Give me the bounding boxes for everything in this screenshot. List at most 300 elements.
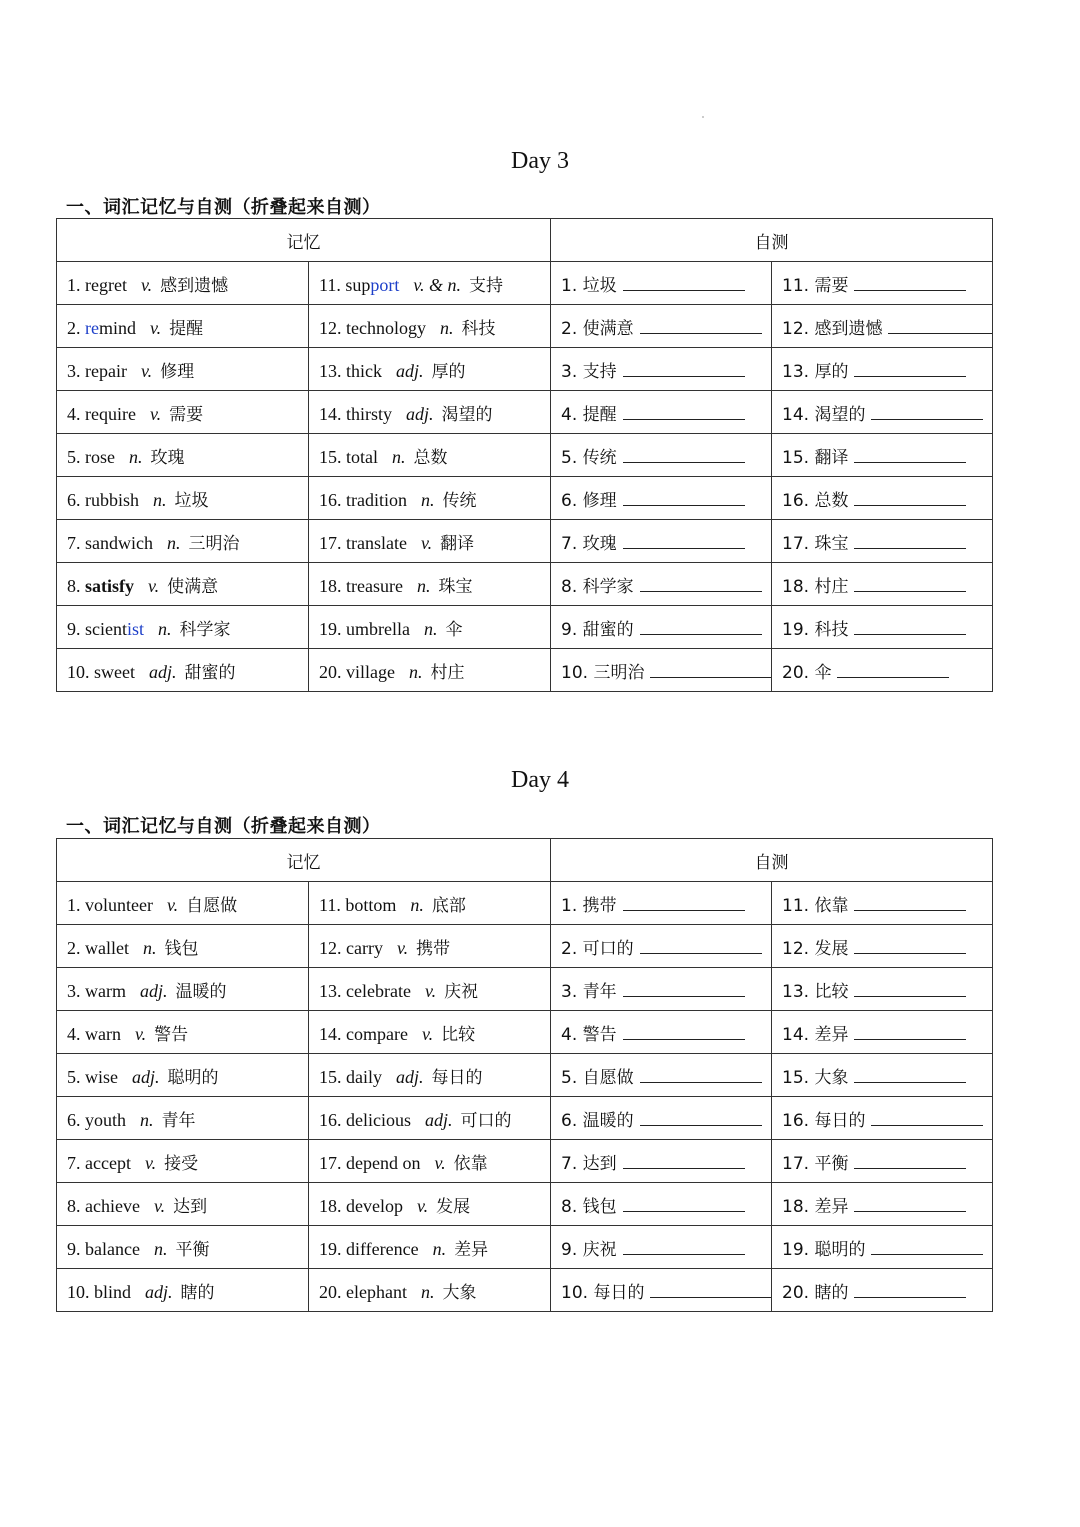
answer-blank[interactable] bbox=[640, 618, 762, 635]
memory-cell bbox=[309, 520, 551, 563]
test-prompt: 15. 大象 bbox=[782, 1067, 849, 1088]
answer-blank[interactable] bbox=[854, 1066, 966, 1083]
part-of-speech: adj. bbox=[425, 1109, 453, 1130]
table-row bbox=[57, 882, 993, 925]
table-row bbox=[57, 968, 993, 1011]
answer-blank[interactable] bbox=[854, 894, 966, 911]
memory-cell bbox=[57, 477, 309, 520]
part-of-speech: n. bbox=[432, 1238, 447, 1259]
meaning: 垃圾 bbox=[174, 490, 209, 511]
answer-blank[interactable] bbox=[623, 894, 745, 911]
memory-cell bbox=[309, 477, 551, 520]
part-of-speech: n. bbox=[140, 1109, 154, 1130]
test-cell bbox=[551, 563, 772, 606]
answer-blank[interactable] bbox=[854, 575, 966, 592]
word: 6. youth bbox=[67, 1109, 127, 1130]
word: 16. delicious bbox=[319, 1109, 411, 1130]
answer-blank[interactable] bbox=[623, 532, 745, 549]
meaning: 瞎的 bbox=[180, 1282, 215, 1303]
test-cell bbox=[551, 348, 772, 391]
test-prompt: 4. 提醒 bbox=[561, 404, 617, 425]
word: 6. rubbish bbox=[67, 489, 139, 510]
test-cell bbox=[551, 477, 772, 520]
test-prompt: 14. 差异 bbox=[782, 1024, 849, 1045]
meaning: 使满意 bbox=[167, 576, 219, 597]
part-of-speech: n. bbox=[153, 1238, 168, 1259]
table-row bbox=[57, 1054, 993, 1097]
test-prompt: 16. 总数 bbox=[782, 490, 849, 511]
part-of-speech: n. bbox=[421, 489, 435, 510]
meaning: 甜蜜的 bbox=[184, 662, 236, 683]
memory-cell bbox=[57, 1269, 309, 1312]
meaning: 聪明的 bbox=[167, 1067, 219, 1088]
test-prompt: 3. 青年 bbox=[561, 981, 617, 1002]
vocab-table-day4 bbox=[56, 838, 993, 1312]
memory-cell bbox=[57, 262, 309, 305]
answer-blank[interactable] bbox=[854, 1281, 966, 1298]
meaning: 钱包 bbox=[164, 938, 199, 959]
meaning: 三明治 bbox=[188, 533, 240, 554]
test-prompt: 9. 庆祝 bbox=[561, 1239, 617, 1260]
meaning: 青年 bbox=[161, 1110, 196, 1131]
word-tail: mind bbox=[98, 317, 136, 338]
test-cell bbox=[772, 434, 993, 477]
test-cell bbox=[772, 649, 993, 692]
test-cell bbox=[551, 1226, 772, 1269]
memory-cell bbox=[309, 348, 551, 391]
memory-header: 记忆 bbox=[57, 219, 551, 262]
word: 7. sandwich bbox=[67, 532, 153, 553]
table-row bbox=[57, 520, 993, 563]
answer-blank[interactable] bbox=[623, 446, 745, 463]
part-of-speech: n. bbox=[423, 618, 438, 639]
answer-blank[interactable] bbox=[650, 661, 771, 678]
stray-dot bbox=[702, 116, 704, 118]
part-of-speech: v. bbox=[166, 894, 179, 915]
meaning: 温暖的 bbox=[175, 981, 227, 1002]
test-cell bbox=[772, 262, 993, 305]
word-highlight: port bbox=[370, 274, 400, 295]
memory-cell bbox=[57, 563, 309, 606]
answer-blank[interactable] bbox=[623, 1238, 745, 1255]
table-row bbox=[57, 391, 993, 434]
test-cell bbox=[551, 1140, 772, 1183]
meaning: 庆祝 bbox=[444, 981, 479, 1002]
word: 2. bbox=[67, 317, 85, 338]
test-cell bbox=[772, 477, 993, 520]
part-of-speech: adj. bbox=[406, 403, 434, 424]
word: 7. accept bbox=[67, 1152, 131, 1173]
test-prompt: 9. 甜蜜的 bbox=[561, 619, 634, 640]
memory-cell bbox=[57, 520, 309, 563]
meaning: 发展 bbox=[436, 1196, 471, 1217]
memory-cell bbox=[57, 348, 309, 391]
test-cell bbox=[772, 520, 993, 563]
meaning: 传统 bbox=[442, 490, 477, 511]
test-cell bbox=[772, 1011, 993, 1054]
word: 14. thirsty bbox=[319, 403, 393, 424]
part-of-speech: n. bbox=[410, 894, 424, 915]
part-of-speech: v. bbox=[140, 274, 153, 295]
test-cell bbox=[772, 391, 993, 434]
word: 8. bbox=[67, 575, 85, 596]
meaning: 自愿做 bbox=[186, 895, 238, 916]
memory-cell bbox=[309, 649, 551, 692]
part-of-speech: n. bbox=[416, 575, 431, 596]
test-prompt: 12. 感到遗憾 bbox=[782, 318, 883, 339]
meaning: 警告 bbox=[154, 1024, 189, 1045]
memory-header: 记忆 bbox=[57, 839, 551, 882]
test-prompt: 8. 钱包 bbox=[561, 1196, 617, 1217]
test-prompt: 19. 聪明的 bbox=[782, 1239, 866, 1260]
answer-blank[interactable] bbox=[854, 360, 966, 377]
answer-blank[interactable] bbox=[650, 1281, 771, 1298]
part-of-speech: v. & n. bbox=[413, 274, 461, 295]
word: 2. wallet bbox=[67, 937, 129, 958]
meaning: 总数 bbox=[413, 447, 448, 468]
test-cell bbox=[551, 262, 772, 305]
memory-cell bbox=[57, 968, 309, 1011]
table-row bbox=[57, 477, 993, 520]
test-cell bbox=[772, 1140, 993, 1183]
meaning: 接受 bbox=[164, 1153, 199, 1174]
test-cell bbox=[551, 1097, 772, 1140]
word: 17. translate bbox=[319, 532, 407, 553]
answer-blank[interactable] bbox=[854, 1023, 966, 1040]
meaning: 底部 bbox=[431, 895, 466, 916]
word: 10. sweet bbox=[67, 661, 135, 682]
meaning: 修理 bbox=[160, 361, 195, 382]
word-highlight: ist bbox=[127, 618, 145, 639]
memory-cell bbox=[309, 968, 551, 1011]
memory-cell bbox=[309, 925, 551, 968]
part-of-speech: v. bbox=[153, 1195, 166, 1216]
memory-cell bbox=[309, 563, 551, 606]
part-of-speech: v. bbox=[420, 532, 433, 553]
answer-blank[interactable] bbox=[854, 937, 966, 954]
test-prompt: 17. 平衡 bbox=[782, 1153, 849, 1174]
answer-blank[interactable] bbox=[854, 1195, 966, 1212]
table-row bbox=[57, 348, 993, 391]
memory-cell bbox=[57, 434, 309, 477]
word: 18. treasure bbox=[319, 575, 403, 596]
memory-cell bbox=[309, 1011, 551, 1054]
answer-blank[interactable] bbox=[837, 661, 949, 678]
meaning: 大象 bbox=[442, 1282, 477, 1303]
part-of-speech: adj. bbox=[132, 1066, 160, 1087]
word: 17. depend on bbox=[319, 1152, 421, 1173]
day-title: Day 3 bbox=[511, 148, 569, 174]
part-of-speech: n. bbox=[142, 937, 157, 958]
test-cell bbox=[551, 520, 772, 563]
test-prompt: 1. 携带 bbox=[561, 895, 617, 916]
word: 10. blind bbox=[67, 1281, 132, 1302]
word: 11. sup bbox=[319, 274, 371, 295]
test-prompt: 4. 警告 bbox=[561, 1024, 617, 1045]
test-cell bbox=[772, 1097, 993, 1140]
meaning: 村庄 bbox=[430, 662, 465, 683]
part-of-speech: adj. bbox=[139, 980, 168, 1001]
word: 13. celebrate bbox=[319, 980, 411, 1001]
meaning: 依靠 bbox=[453, 1153, 488, 1174]
part-of-speech: n. bbox=[153, 489, 167, 510]
test-prompt: 6. 修理 bbox=[561, 490, 617, 511]
test-cell bbox=[551, 1011, 772, 1054]
test-cell bbox=[551, 1054, 772, 1097]
word: 13. thick bbox=[319, 360, 382, 381]
part-of-speech: v. bbox=[149, 403, 162, 424]
meaning: 玫瑰 bbox=[150, 447, 185, 468]
part-of-speech: n. bbox=[392, 446, 406, 467]
part-of-speech: adj. bbox=[145, 1281, 173, 1302]
part-of-speech: v. bbox=[416, 1195, 429, 1216]
word: 9. scient bbox=[67, 618, 127, 639]
test-cell bbox=[772, 968, 993, 1011]
test-cell bbox=[551, 606, 772, 649]
meaning: 达到 bbox=[173, 1196, 208, 1217]
memory-cell bbox=[57, 649, 309, 692]
table-row bbox=[57, 606, 993, 649]
answer-blank[interactable] bbox=[871, 1238, 983, 1255]
test-cell bbox=[772, 348, 993, 391]
answer-blank[interactable] bbox=[623, 1195, 745, 1212]
word: 3. repair bbox=[67, 360, 127, 381]
meaning: 科技 bbox=[461, 318, 496, 339]
section-heading: 一、词汇记忆与自测（折叠起来自测） bbox=[66, 816, 381, 837]
answer-blank[interactable] bbox=[871, 1109, 983, 1126]
answer-blank[interactable] bbox=[640, 937, 762, 954]
word: 16. tradition bbox=[319, 489, 407, 510]
test-cell bbox=[772, 925, 993, 968]
meaning: 科学家 bbox=[179, 619, 231, 640]
memory-cell bbox=[57, 882, 309, 925]
test-prompt: 5. 传统 bbox=[561, 447, 617, 468]
word: 4. require bbox=[67, 403, 136, 424]
test-prompt: 14. 渴望的 bbox=[782, 404, 866, 425]
test-prompt: 11. 需要 bbox=[782, 275, 849, 296]
part-of-speech: v. bbox=[150, 317, 162, 338]
answer-blank[interactable] bbox=[623, 360, 745, 377]
memory-cell bbox=[309, 882, 551, 925]
meaning: 感到遗憾 bbox=[160, 275, 229, 296]
table-row bbox=[57, 1140, 993, 1183]
answer-blank[interactable] bbox=[640, 575, 762, 592]
table-row bbox=[57, 262, 993, 305]
memory-cell bbox=[57, 925, 309, 968]
test-cell bbox=[551, 649, 772, 692]
test-cell bbox=[551, 1183, 772, 1226]
table-row bbox=[57, 434, 993, 477]
word: 19. umbrella bbox=[319, 618, 410, 639]
test-cell bbox=[551, 968, 772, 1011]
word: 11. bottom bbox=[319, 894, 397, 915]
table-row bbox=[57, 1183, 993, 1226]
part-of-speech: v. bbox=[144, 1152, 157, 1173]
word: 15. daily bbox=[319, 1066, 382, 1087]
part-of-speech: n. bbox=[420, 1281, 435, 1302]
memory-cell bbox=[309, 262, 551, 305]
memory-cell bbox=[57, 1140, 309, 1183]
memory-cell bbox=[57, 391, 309, 434]
test-header: 自测 bbox=[551, 839, 993, 882]
test-header: 自测 bbox=[551, 219, 993, 262]
part-of-speech: adj. bbox=[396, 360, 424, 381]
meaning: 平衡 bbox=[175, 1239, 210, 1260]
part-of-speech: v. bbox=[134, 1023, 147, 1044]
memory-cell bbox=[57, 1097, 309, 1140]
test-prompt: 10. 三明治 bbox=[561, 662, 645, 683]
part-of-speech: adj. bbox=[148, 661, 177, 682]
memory-cell bbox=[57, 606, 309, 649]
word: 18. develop bbox=[319, 1195, 403, 1216]
table-row bbox=[57, 1011, 993, 1054]
answer-blank[interactable] bbox=[623, 1152, 745, 1169]
memory-cell bbox=[309, 434, 551, 477]
word: 14. compare bbox=[319, 1023, 408, 1044]
test-prompt: 12. 发展 bbox=[782, 938, 849, 959]
test-cell bbox=[772, 563, 993, 606]
test-prompt: 20. 伞 bbox=[782, 662, 832, 683]
part-of-speech: n. bbox=[439, 317, 454, 338]
word: 9. balance bbox=[67, 1238, 140, 1259]
test-cell bbox=[772, 882, 993, 925]
test-cell bbox=[551, 1269, 772, 1312]
answer-blank[interactable] bbox=[871, 403, 983, 420]
word: 8. achieve bbox=[67, 1195, 140, 1216]
word: 1. volunteer bbox=[67, 894, 153, 915]
memory-cell bbox=[57, 1183, 309, 1226]
test-cell bbox=[772, 305, 993, 348]
word: 5. rose bbox=[67, 446, 115, 467]
test-prompt: 13. 厚的 bbox=[782, 361, 849, 382]
memory-cell bbox=[309, 1097, 551, 1140]
meaning: 比较 bbox=[441, 1024, 476, 1045]
part-of-speech: v. bbox=[434, 1152, 446, 1173]
test-prompt: 7. 达到 bbox=[561, 1153, 617, 1174]
memory-cell bbox=[57, 1011, 309, 1054]
answer-blank[interactable] bbox=[888, 317, 992, 334]
answer-blank[interactable] bbox=[854, 532, 966, 549]
part-of-speech: n. bbox=[129, 446, 143, 467]
section-heading: 一、词汇记忆与自测（折叠起来自测） bbox=[66, 197, 381, 218]
answer-blank[interactable] bbox=[854, 1152, 966, 1169]
part-of-speech: v. bbox=[140, 360, 153, 381]
test-prompt: 18. 差异 bbox=[782, 1196, 849, 1217]
memory-cell bbox=[309, 1269, 551, 1312]
part-of-speech: n. bbox=[166, 532, 181, 553]
table-row bbox=[57, 1269, 993, 1312]
test-prompt: 17. 珠宝 bbox=[782, 533, 849, 554]
test-cell bbox=[551, 434, 772, 477]
answer-blank[interactable] bbox=[854, 274, 966, 291]
part-of-speech: v. bbox=[396, 937, 409, 958]
test-prompt: 11. 依靠 bbox=[782, 895, 849, 916]
meaning: 携带 bbox=[416, 938, 451, 959]
vocab-table-day3 bbox=[56, 218, 993, 692]
answer-blank[interactable] bbox=[623, 274, 745, 291]
test-prompt: 15. 翻译 bbox=[782, 447, 849, 468]
answer-blank[interactable] bbox=[854, 618, 966, 635]
part-of-speech: v. bbox=[148, 575, 160, 596]
test-prompt: 1. 垃圾 bbox=[561, 275, 617, 296]
word: 4. warn bbox=[67, 1023, 121, 1044]
table-row bbox=[57, 649, 993, 692]
word: 19. difference bbox=[319, 1238, 419, 1259]
test-prompt: 7. 玫瑰 bbox=[561, 533, 617, 554]
answer-blank[interactable] bbox=[854, 446, 966, 463]
test-prompt: 18. 村庄 bbox=[782, 576, 849, 597]
test-cell bbox=[772, 1269, 993, 1312]
table-row bbox=[57, 305, 993, 348]
test-prompt: 10. 每日的 bbox=[561, 1282, 645, 1303]
test-cell bbox=[772, 1226, 993, 1269]
memory-cell bbox=[309, 391, 551, 434]
memory-cell bbox=[309, 1140, 551, 1183]
part-of-speech: v. bbox=[421, 1023, 434, 1044]
day-title: Day 4 bbox=[511, 767, 569, 793]
part-of-speech: adj. bbox=[396, 1066, 424, 1087]
answer-blank[interactable] bbox=[854, 980, 966, 997]
test-cell bbox=[772, 1054, 993, 1097]
test-cell bbox=[772, 606, 993, 649]
memory-cell bbox=[309, 305, 551, 348]
test-prompt: 19. 科技 bbox=[782, 619, 849, 640]
answer-blank[interactable] bbox=[623, 980, 745, 997]
test-prompt: 2. 可口的 bbox=[561, 938, 634, 959]
test-prompt: 3. 支持 bbox=[561, 361, 617, 382]
memory-cell bbox=[57, 1226, 309, 1269]
meaning: 支持 bbox=[469, 275, 503, 296]
meaning: 需要 bbox=[169, 404, 204, 425]
answer-blank[interactable] bbox=[623, 1023, 745, 1040]
test-prompt: 16. 每日的 bbox=[782, 1110, 866, 1131]
part-of-speech: n. bbox=[408, 661, 423, 682]
test-cell bbox=[551, 925, 772, 968]
test-cell bbox=[551, 882, 772, 925]
word-highlight: re bbox=[85, 317, 99, 338]
part-of-speech: v. bbox=[424, 980, 437, 1001]
meaning: 可口的 bbox=[460, 1110, 512, 1131]
test-prompt: 20. 瞎的 bbox=[782, 1282, 849, 1303]
answer-blank[interactable] bbox=[640, 1066, 762, 1083]
test-cell bbox=[551, 305, 772, 348]
answer-blank[interactable] bbox=[623, 489, 745, 506]
memory-cell bbox=[309, 1054, 551, 1097]
part-of-speech: n. bbox=[158, 618, 172, 639]
test-cell bbox=[551, 391, 772, 434]
word: 15. total bbox=[319, 446, 378, 467]
test-prompt: 2. 使满意 bbox=[561, 318, 634, 339]
meaning: 提醒 bbox=[169, 318, 204, 339]
word: 1. regret bbox=[67, 274, 127, 295]
test-cell bbox=[772, 1183, 993, 1226]
meaning: 伞 bbox=[445, 619, 463, 640]
memory-cell bbox=[57, 305, 309, 348]
word: 5. wise bbox=[67, 1066, 118, 1087]
answer-blank[interactable] bbox=[640, 317, 762, 334]
table-row bbox=[57, 925, 993, 968]
answer-blank[interactable] bbox=[854, 489, 966, 506]
memory-cell bbox=[309, 1183, 551, 1226]
table-row bbox=[57, 1097, 993, 1140]
test-prompt: 13. 比较 bbox=[782, 981, 849, 1002]
meaning: 厚的 bbox=[431, 361, 466, 382]
meaning: 渴望的 bbox=[441, 404, 493, 425]
answer-blank[interactable] bbox=[623, 403, 745, 420]
table-row bbox=[57, 563, 993, 606]
answer-blank[interactable] bbox=[640, 1109, 762, 1126]
word: 20. village bbox=[319, 661, 395, 682]
